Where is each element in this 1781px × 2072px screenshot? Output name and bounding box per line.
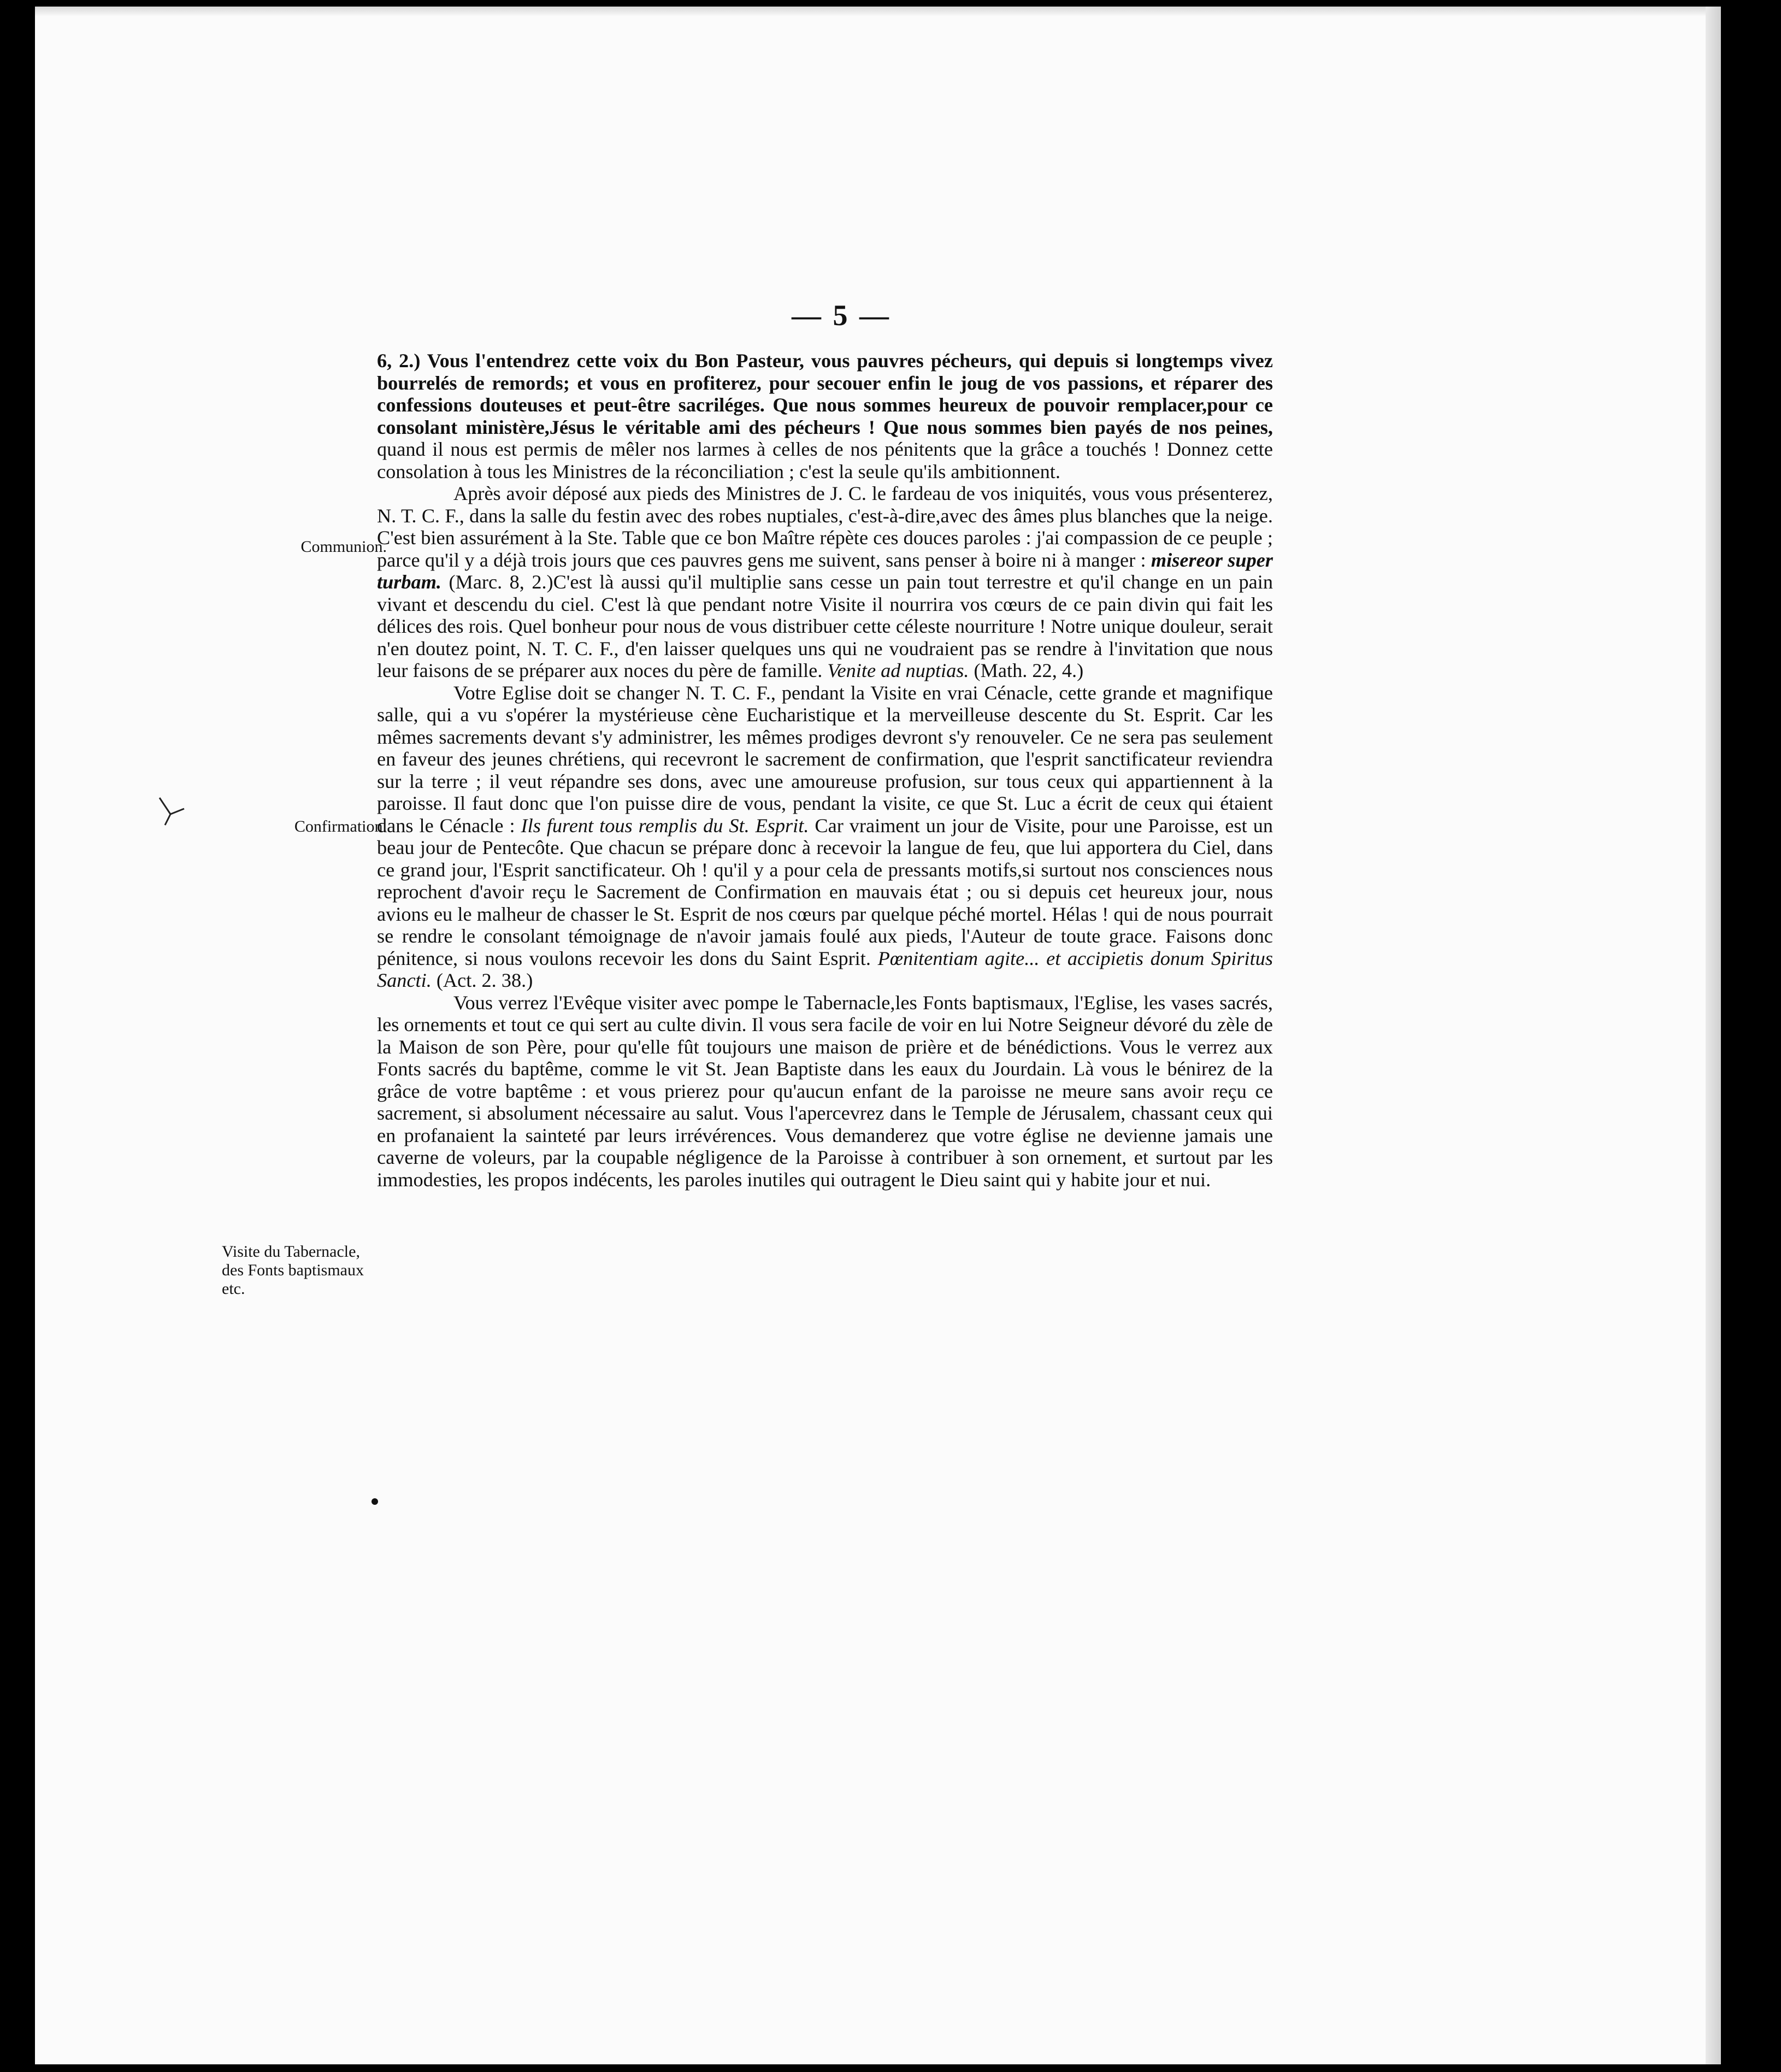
paragraph-1 [377, 350, 1273, 482]
page-number: — 5 — [792, 299, 891, 332]
confirmation-text-a: Votre Eglise doit se changer N. T. C. F., pendant la Visite en vrai Cénacle, cette grande et magnifique salle, qui a vu s'opérer la mystérieuse cène Eucharistique et la merveilleuse descente du St. Esprit. Car les mêmes sacrements devant s'y administrer, les mêmes prodiges devront s'y renouveler. Ce ne sera pas seulement en faveur des jeunes chrétiens, qui recevront le sacrement de confirmation, que l'esprit sanctificateur reviendra sur la terre ; il veut répandre ses dons, avec une amoureuse profusion, sur tous ceux qui appartiennent à la paroisse. Il faut donc que l'on puisse dire de vous, pendant la visite, ce que St. Luc a écrit de ceux qui étaient dans le Cénacle : [377, 681, 1273, 837]
paragraph-confirmation [377, 682, 1273, 992]
margin-note-confirmation: Confirmation. [294, 817, 387, 835]
confirmation-latin: Pœnitentiam agite... et accipietis donum Spiritus Sancti. [377, 947, 1273, 991]
communion-latin-2: Venite ad nuptias. [827, 660, 969, 681]
margin-note-visite: Visite du Tabernacle, des Fonts baptismaux etc. [222, 1243, 364, 1298]
paragraph-1-bold: 6, 2.) Vous l'entendrez cette voix du Bon Pasteur, vous pauvres pécheurs, qui depuis si longtemps vivez bourrelés de remords; et vous en profiterez, pour secouer enfin le joug de vos passions, et réparer des confessions douteuses et peut-être sacriléges. Que nous sommes heureux de pouvoir remplacer,pour ce consolant ministère,Jésus le véritable ami des pécheurs ! Que nous sommes bien payés de nos peines, [377, 350, 1273, 438]
bullet-mark [371, 1498, 378, 1505]
confirmation-text-c: (Act. 2. 38.) [431, 969, 533, 991]
margin-mark-icon [154, 792, 189, 831]
confirmation-quote: Ils furent tous remplis du St. Esprit. [521, 814, 809, 837]
communion-text-c: (Math. 22, 4.) [969, 660, 1084, 681]
page-edge [1706, 7, 1721, 2064]
communion-text-b: (Marc. 8, 2.)C'est là aussi qu'il multiplie sans cesse un pain tout terrestre et qu'il change en un pain vivant et descendu du ciel. C'est là que pendant notre Visite il nourrira vos cœurs de ce pain divin qui fait les délices des rois. Quel bonheur pour nous de vous distribuer cette céleste nourriture ! Notre unique douleur, serait n'en doutez point, N. T. C. F., d'en laisser quelques uns qui ne voudraient pas se rendre à l'invitation que nous leur faisons de se préparer aux noces du père de famille. [377, 571, 1273, 681]
body-text [377, 350, 1273, 1191]
scan-border [0, 0, 35, 2072]
paragraph-1-rest: quand il nous est permis de mêler nos larmes à celles de nos pénitents que la grâce a touchés ! Donnez cette consolation à tous les Ministres de la réconciliation ; c'est la seule qu'ils ambitionnent. [377, 438, 1273, 482]
visite-text: Vous verrez l'Evêque visiter avec pompe le Tabernacle,les Fonts baptismaux, l'Eglise, les vases sacrés, les ornements et tout ce qui sert au culte divin. Il vous sera facile de voir en lui Notre Seigneur dévoré du zèle de la Maison de son Père, pour qu'elle fût toujours une maison de prière et de bénédictions. Vous le verrez aux Fonts sacrés du baptême, comme le vit St. Jean Baptiste dans les eaux du Jourdain. Là vous le bénirez de la grâce de votre baptême : et vous prierez pour qu'aucun enfant de la paroisse ne meure sans avoir reçu ce sacrement, si absolument nécessaire au salut. Vous l'apercevrez dans le Temple de Jérusalem, chassant ceux qui en profanaient la sainteté par leurs irrévérences. Vous demanderez que votre église ne devienne jamais une caverne de voleurs, par la coupable négligence de la Paroisse à contribuer à son ornement, et surtout par les immodesties, les propos indécents, les paroles inutiles qui outragent le Dieu saint qui y habite jour et nui. [377, 991, 1273, 1191]
paragraph-visite [377, 992, 1273, 1191]
communion-latin-1: misereor super turbam. [377, 549, 1273, 593]
confirmation-text-b: Car vraiment un jour de Visite, pour une Paroisse, est un beau jour de Pentecôte. Que chacun se prépare donc à recevoir la langue de feu, que lui apportera du Ciel, dans ce grand jour, l'Esprit sanctificateur. Oh ! qu'il y a pour cela de pressants motifs,si surtout nos consciences nous reprochent d'avoir reçu le Sacrement de Confirmation en mauvais état ; ou si depuis cet heureux jour, nous avions eu le malheur de chasser le St. Esprit de nos cœurs par quelque péché mortel. Hélas ! qui de nous pourrait se rendre le consolant témoignage de n'avoir jamais foulé aux pieds, l'Auteur de toute grace. Faisons donc pénitence, si nous voulons recevoir les dons du Saint Esprit. [377, 814, 1273, 969]
margin-note-communion: Communion. [300, 538, 387, 556]
communion-text-a: Après avoir déposé aux pieds des Ministres de J. C. le fardeau de vos iniquités, vous vous présenterez, N. T. C. F., dans la salle du festin avec des robes nuptiales, c'est-à-dire,avec des âmes plus blanches que la neige. C'est bien assurément à la Ste. Table que ce bon Maître répète ces douces paroles : j'ai compassion de ce peuple ; parce qu'il y a déjà trois jours que ces pauvres gens me suivent, sans penser à boire ni à manger : [377, 482, 1273, 571]
paragraph-communion [377, 482, 1273, 682]
page-top-shadow [35, 7, 1706, 16]
